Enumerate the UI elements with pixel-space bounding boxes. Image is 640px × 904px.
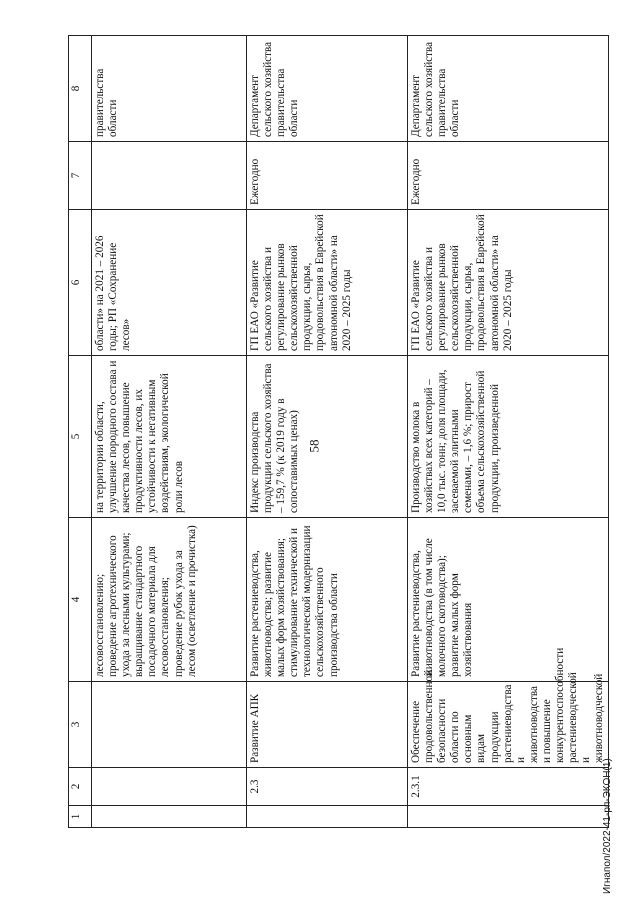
cell-period — [92, 142, 247, 210]
table-row — [92, 36, 247, 828]
cell-indicators: Производство молока в хозяйствах всех категорий – 10,0 тыс. тонн; доля площади, засеваемой элитными семенами, – 1,6 %; прирост объема сельскохозяйственной продукции, произведенной — [408, 356, 609, 518]
table-header-row — [69, 36, 92, 828]
cell-responsible: правительства области — [92, 36, 247, 142]
cell-program: области» на 2021 – 2026 годы; РП «Сохранение лесов» — [92, 210, 247, 356]
cell-code: 2.3 — [247, 768, 408, 806]
column-header: 7 — [69, 142, 92, 210]
cell-number — [92, 806, 247, 828]
cell-responsible: Департамент сельского хозяйства правительства области — [247, 36, 408, 142]
table-row — [247, 36, 408, 828]
cell-tasks: лесовосстановлению; проведение агротехнического ухода за лесными культурами; выращивание стандартного посадочного материала для лесовосстановления; проведение рубок ухода за лесом (осветление и прочистка) — [92, 518, 247, 682]
cell-tasks: Развитие растениеводства, животноводства; развитие малых форм хозяйствования; стимулирование технической и технологической модернизации сельскохозяйственного производства области — [247, 518, 408, 682]
page-number: 58 — [306, 439, 322, 453]
cell-number — [408, 806, 609, 828]
cell-responsible: Департамент сельского хозяйства правительства области — [408, 36, 609, 142]
column-header: 6 — [69, 210, 92, 356]
column-header: 8 — [69, 36, 92, 142]
cell-goal — [92, 682, 247, 768]
table-row — [408, 36, 609, 828]
cell-indicators: Индекс производства продукции сельского хозяйства – 159,7 % (к 2019 году в сопоставимых ценах) — [247, 356, 408, 518]
column-header: 2 — [69, 768, 92, 806]
cell-code — [92, 768, 247, 806]
document-stamp: Игнапол/2022-41-рп-ЭКОН(1) — [602, 758, 613, 894]
cell-indicators: на территории области, улучшение породного состава и качества лесов, повышение продуктивности лесов, их устойчивости к негативным воздействиям, экологической роли лесов — [92, 356, 247, 518]
cell-goal: Развитие АПК — [247, 682, 408, 768]
column-header: 4 — [69, 518, 92, 682]
cell-number — [247, 806, 408, 828]
cell-program: ГП ЕАО «Развитие сельского хозяйства и регулирование рынков сельскохозяйственной продукции, сырья, продовольствия в Еврейской автономной области» на 2020 – 2025 годы — [408, 210, 609, 356]
column-header: 5 — [69, 356, 92, 518]
cell-period: Ежегодно — [408, 142, 609, 210]
column-header: 3 — [69, 682, 92, 768]
program-table — [68, 36, 606, 828]
cell-tasks: Развитие растениеводства, животноводства (в том числе молочного скотоводства); развитие малых форм хозяйствования — [408, 518, 609, 682]
cell-period: Ежегодно — [247, 142, 408, 210]
column-header: 1 — [69, 806, 92, 828]
cell-code: 2.3.1 — [408, 768, 609, 806]
cell-program: ГП ЕАО «Развитие сельского хозяйства и регулирование рынков сельскохозяйственной продукции, сырья, продовольствия в Еврейской автономной области» на 2020 – 2025 годы — [247, 210, 408, 356]
cell-goal: Обеспечение продовольственной безопасности области по основным видам продукции растениеводства и животноводства и повышение конкурентоспособности растениеводческой и животноводческой — [408, 682, 609, 768]
